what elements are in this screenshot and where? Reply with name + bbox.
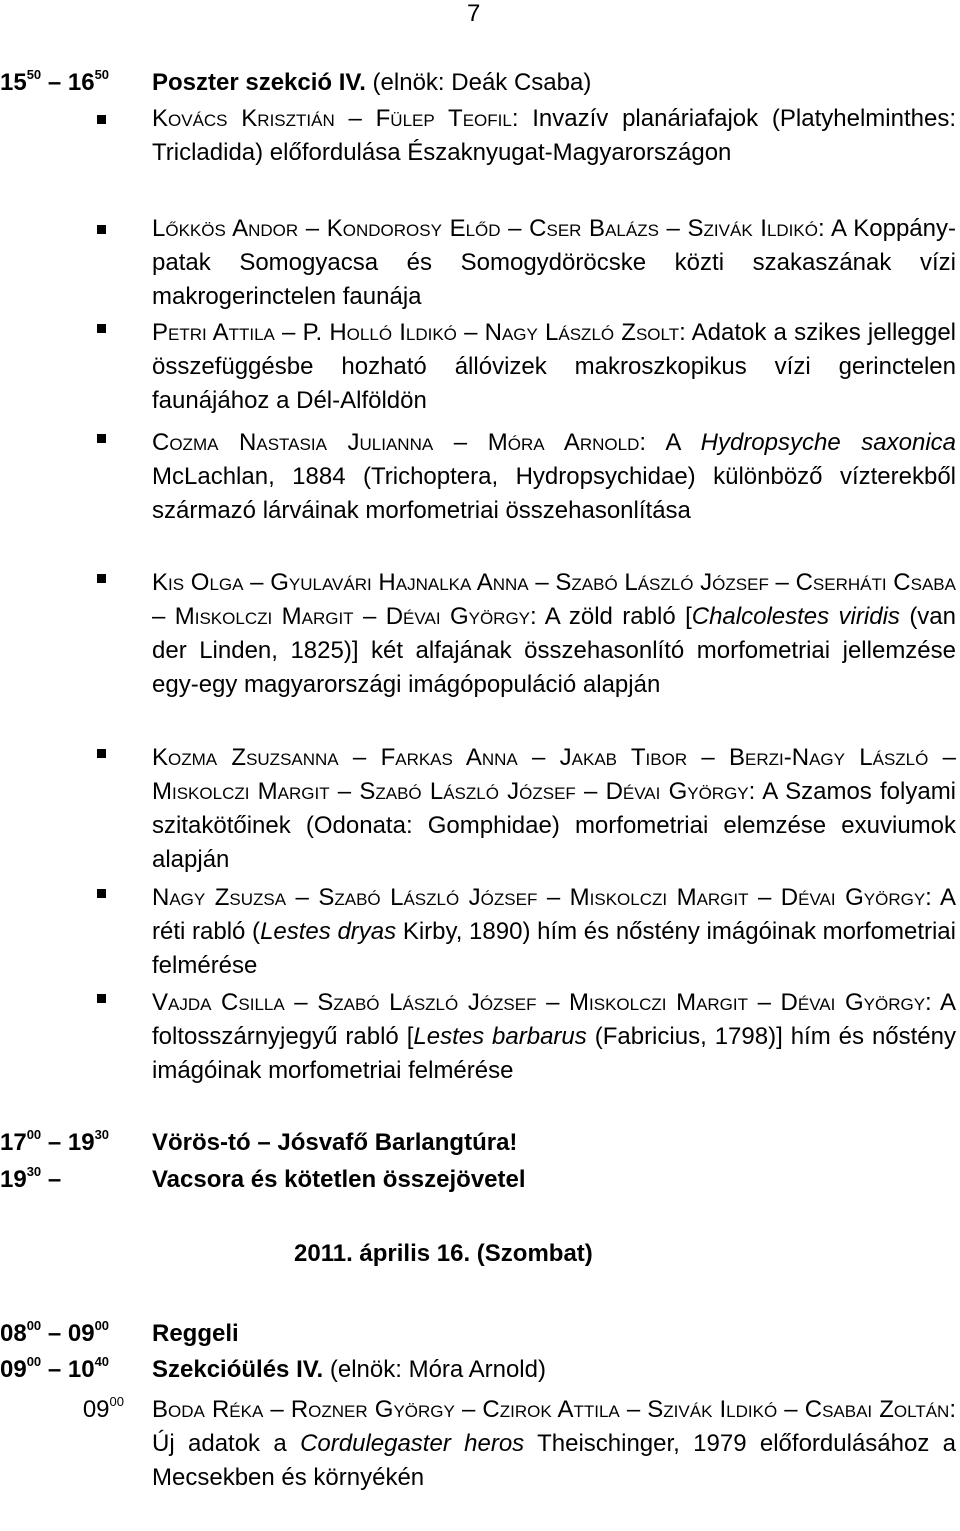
bullet-icon (97, 225, 106, 234)
day-heading: 2011. április 16. (Szombat) (294, 1240, 593, 1267)
session-time: $15^{50} - 16^{50}$ (0, 67, 110, 96)
bullet-icon (97, 749, 106, 758)
session-title: Szekcióülés IV. (152, 1356, 324, 1383)
bullet-icon (97, 994, 106, 1003)
bullet-icon (97, 889, 106, 898)
event-time: $19^{30}$ – (0, 1164, 62, 1193)
poster-item: Petri Attila – P. Holló Ildikó – Nagy László Zsolt: Adatok a szikes jelleggel összefüggésbe hozható állóvizek makroszkopikus vízi gerinctelen faunájához a Dél-Alföldön (152, 319, 956, 414)
poster-item: Kozma Zsuzsanna – Farkas Anna – Jakab Tibor – Berzi-Nagy László – Miskolczi Margit – Szabó László József – Dévai György: A Szamos folyami szitakötőinek (Odonata: Gomphidae) morfometriai elemzése exuviumok alapján (152, 744, 957, 873)
event-time: $17^{00} - 19^{30}$ (0, 1127, 110, 1156)
event-title: Vacsora és kötetlen összejövetel (152, 1166, 526, 1193)
session-chair: (elnök: Móra Arnold) (323, 1356, 546, 1383)
session-chair: (elnök: Deák Csaba) (365, 69, 592, 96)
talk-item: Boda Réka – Rozner György – Czirok Attila – Szivák Ildikó – Csabai Zoltán: Új adatok a Cordulegaster heros Theischinger, 1979 előfordulásához a Mecsekben és környékén (152, 1396, 957, 1491)
poster-item: Cozma Nastasia Julianna – Móra Arnold: A Hydropsyche saxonica McLachlan, 1884 (Trichoptera, Hydropsychidae) különböző vízterekből származó lárváinak morfometriai összehasonlítása (152, 429, 956, 524)
session-title: Poszter szekció IV. (152, 69, 366, 96)
event-title: Reggeli (152, 1320, 239, 1347)
bullet-icon (97, 574, 106, 583)
page-number: 7 (467, 0, 481, 27)
poster-item: Kovács Krisztián – Fülep Teofil: Invazív planáriafajok (Platyhelminthes: Tricladida) előfordulása Északnyugat-Magyarországon (152, 105, 957, 166)
poster-item: Kis Olga – Gyulavári Hajnalka Anna – Szabó László József – Cserháti Csaba – Miskolczi Margit – Dévai György: A zöld rabló [Chalcolestes viridis (van der Linden, 1825)] két alfajának összehasonlító morfometriai jellemzése egy-egy magyarországi imágópopuláció alapján (152, 569, 957, 698)
session-time: $09^{00} - 10^{40}$ (0, 1354, 110, 1383)
poster-item: Nagy Zsuzsa – Szabó László József – Miskolczi Margit – Dévai György: A réti rabló (Lestes dryas Kirby, 1890) hím és nőstény imágóinak morfometriai felmérése (152, 884, 957, 979)
poster-item: Vajda Csilla – Szabó László József – Miskolczi Margit – Dévai György: A foltosszárnyjegyű rabló [Lestes barbarus (Fabricius, 1798)] hím és nőstény imágóinak morfometriai felmérése (152, 989, 957, 1084)
talk-time: $09^{00}$ (82, 1394, 124, 1423)
poster-item: Lőkkös Andor – Kondorosy Előd – Cser Balázs – Szivák Ildikó: A Koppány-patak Somogyacsa és Somogydöröcske közti szakaszának vízi makrogerinctelen faunája (152, 215, 956, 310)
session-heading (152, 1353, 546, 1387)
session-heading (152, 66, 591, 100)
bullet-icon (97, 324, 106, 333)
bullet-icon (97, 115, 106, 124)
event-time: $08^{00} - 09^{00}$ (0, 1318, 110, 1347)
event-title: Vörös-tó – Jósvafő Barlangtúra! (152, 1129, 518, 1156)
bullet-icon (97, 434, 106, 443)
